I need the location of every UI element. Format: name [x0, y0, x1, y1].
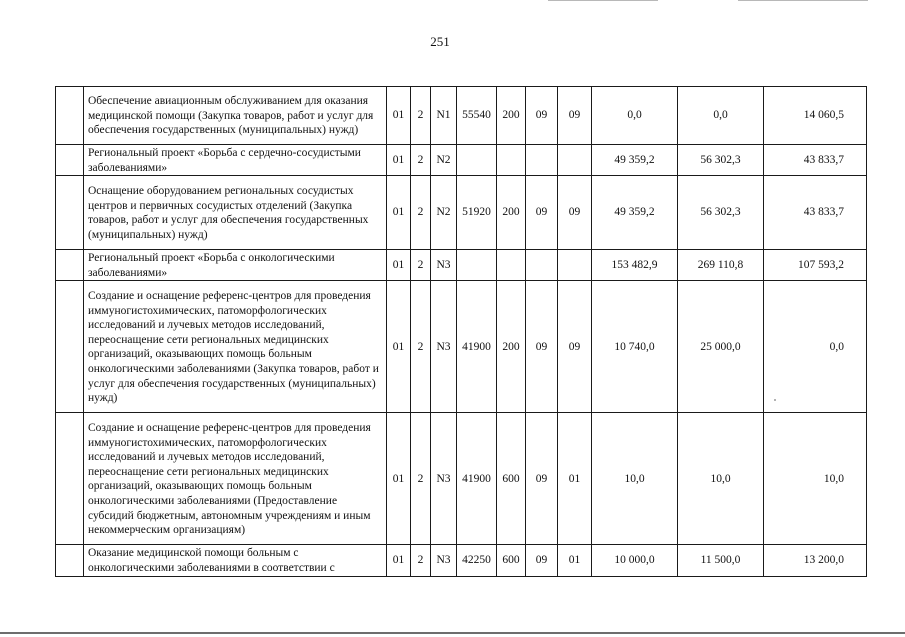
- expense-name-cell: Региональный проект «Борьба с сердечно-сосудистыми заболеваниями»: [84, 145, 387, 176]
- subsection-code-cell: [558, 250, 592, 281]
- expense-type-cell: [497, 145, 526, 176]
- subsection-code-cell: 09: [558, 176, 592, 250]
- blank-cell: [56, 545, 84, 576]
- expense-name-cell: Создание и оснащение референс-центров для проведения иммуногистохимических, патоморфологических исследований и лучевых методов исследований, переоснащение сети региональных медицинских организаций, оказывающих помощь больным онкологическими заболеваниями (Закупка товаров, работ и услуг для обеспечения государственных (муниципальных) нужд): [84, 281, 387, 413]
- subsection-code-cell: 01: [558, 545, 592, 576]
- project-code-cell: N2: [431, 176, 457, 250]
- subsection-code-cell: 01: [558, 413, 592, 545]
- blank-cell: [56, 413, 84, 545]
- amount-year3-cell: 13 200,0: [764, 545, 867, 576]
- project-code-cell: N2: [431, 145, 457, 176]
- top-edge-rule: [738, 0, 868, 1]
- program-code-cell: 01: [387, 281, 411, 413]
- table-row: [56, 281, 867, 413]
- project-code-cell: N3: [431, 250, 457, 281]
- amount-year2-cell: 56 302,3: [678, 145, 764, 176]
- table-row: [56, 250, 867, 281]
- section-code-cell: 09: [526, 176, 558, 250]
- project-code-cell: N3: [431, 413, 457, 545]
- amount-year3-cell: 14 060,5: [764, 87, 867, 145]
- expense-name-cell: Обеспечение авиационным обслуживанием для оказания медицинской помощи (Закупка товаров, работ и услуг для обеспечения государственных (муниципальных) нужд): [84, 87, 387, 145]
- amount-year2-cell: 0,0: [678, 87, 764, 145]
- subprogram-code-cell: 2: [411, 176, 431, 250]
- amount-year1-cell: 10 740,0: [592, 281, 678, 413]
- bottom-edge-rule: [0, 632, 905, 634]
- subsection-code-cell: [558, 145, 592, 176]
- amount-year1-cell: 49 359,2: [592, 145, 678, 176]
- program-code-cell: 01: [387, 250, 411, 281]
- program-code-cell: 01: [387, 87, 411, 145]
- expense-name-cell: Оснащение оборудованием региональных сосудистых центров и первичных сосудистых отделений (Закупка товаров, работ и услуг для обеспечения государственных (муниципальных) нужд): [84, 176, 387, 250]
- expense-type-cell: 600: [497, 413, 526, 545]
- program-code-cell: 01: [387, 145, 411, 176]
- expense-type-cell: 200: [497, 176, 526, 250]
- direction-code-cell: 41900: [457, 413, 497, 545]
- blank-cell: [56, 281, 84, 413]
- table-row: [56, 87, 867, 145]
- section-code-cell: 09: [526, 545, 558, 576]
- amount-year1-cell: 10 000,0: [592, 545, 678, 576]
- budget-table: [55, 86, 867, 577]
- table-row: [56, 545, 867, 576]
- expense-type-cell: 600: [497, 545, 526, 576]
- top-edge-rule: [548, 0, 658, 1]
- amount-year2-cell: 56 302,3: [678, 176, 764, 250]
- table-row: [56, 413, 867, 545]
- expense-type-cell: 200: [497, 87, 526, 145]
- subprogram-code-cell: 2: [411, 545, 431, 576]
- project-code-cell: N3: [431, 545, 457, 576]
- subprogram-code-cell: 2: [411, 250, 431, 281]
- direction-code-cell: 41900: [457, 281, 497, 413]
- section-code-cell: 09: [526, 87, 558, 145]
- project-code-cell: N3: [431, 281, 457, 413]
- section-code-cell: 09: [526, 281, 558, 413]
- amount-year1-cell: 0,0: [592, 87, 678, 145]
- program-code-cell: 01: [387, 413, 411, 545]
- amount-year3-cell: 43 833,7: [764, 176, 867, 250]
- subprogram-code-cell: 2: [411, 413, 431, 545]
- direction-code-cell: 55540: [457, 87, 497, 145]
- page-number: 251: [430, 34, 450, 49]
- amount-year1-cell: 49 359,2: [592, 176, 678, 250]
- section-code-cell: 09: [526, 413, 558, 545]
- subsection-code-cell: 09: [558, 87, 592, 145]
- table-row: [56, 176, 867, 250]
- direction-code-cell: [457, 145, 497, 176]
- blank-cell: [56, 250, 84, 281]
- section-code-cell: [526, 250, 558, 281]
- program-code-cell: 01: [387, 176, 411, 250]
- expense-name-cell: Оказание медицинской помощи больным с онкологическими заболеваниями в соответствии с: [84, 545, 387, 576]
- amount-year3-cell: 10,0: [764, 413, 867, 545]
- amount-year1-cell: 10,0: [592, 413, 678, 545]
- scan-artifact: [774, 399, 776, 401]
- amount-year3-cell: 43 833,7: [764, 145, 867, 176]
- subsection-code-cell: 09: [558, 281, 592, 413]
- project-code-cell: N1: [431, 87, 457, 145]
- direction-code-cell: [457, 250, 497, 281]
- section-code-cell: [526, 145, 558, 176]
- table-body: [56, 87, 867, 577]
- amount-year3-cell: 107 593,2: [764, 250, 867, 281]
- expense-type-cell: 200: [497, 281, 526, 413]
- amount-year3-cell: 0,0: [764, 281, 867, 413]
- expense-name-cell: Региональный проект «Борьба с онкологическими заболеваниями»: [84, 250, 387, 281]
- amount-year2-cell: 10,0: [678, 413, 764, 545]
- direction-code-cell: 42250: [457, 545, 497, 576]
- expense-type-cell: [497, 250, 526, 281]
- amount-year2-cell: 269 110,8: [678, 250, 764, 281]
- blank-cell: [56, 176, 84, 250]
- subprogram-code-cell: 2: [411, 145, 431, 176]
- expense-name-cell: Создание и оснащение референс-центров для проведения иммуногистохимических, патоморфологических исследований и лучевых методов исследований, переоснащение сети региональных медицинских организаций, оказывающих помощь больным онкологическими заболеваниями (Предоставление субсидий бюджетным, автономным учреждениям и иным некоммерческим организациям): [84, 413, 387, 545]
- program-code-cell: 01: [387, 545, 411, 576]
- amount-year1-cell: 153 482,9: [592, 250, 678, 281]
- subprogram-code-cell: 2: [411, 281, 431, 413]
- amount-year2-cell: 11 500,0: [678, 545, 764, 576]
- direction-code-cell: 51920: [457, 176, 497, 250]
- blank-cell: [56, 145, 84, 176]
- table-row: [56, 145, 867, 176]
- subprogram-code-cell: 2: [411, 87, 431, 145]
- amount-year2-cell: 25 000,0: [678, 281, 764, 413]
- blank-cell: [56, 87, 84, 145]
